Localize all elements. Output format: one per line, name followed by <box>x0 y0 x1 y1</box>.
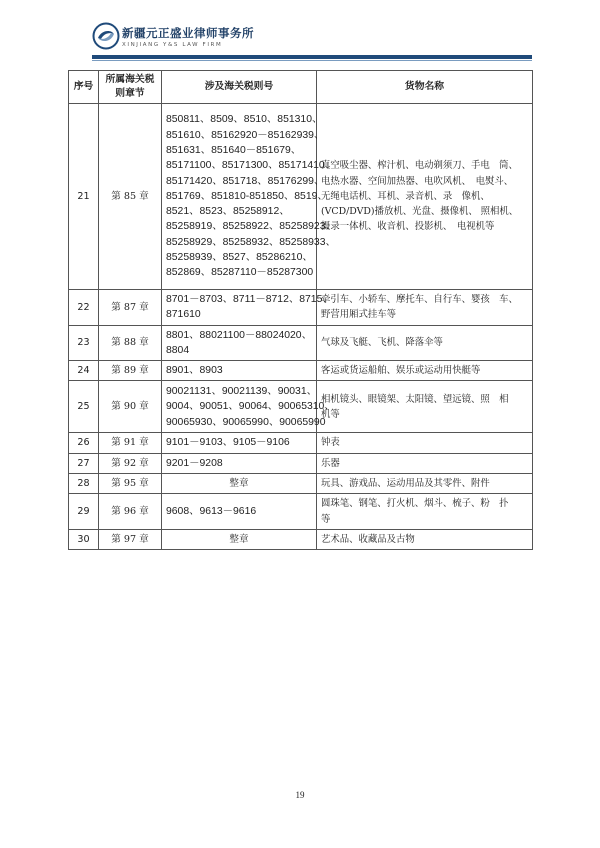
cell-chapter: 第 90 章 <box>99 381 162 433</box>
goods-line: 无绳电话机、耳机、录音机、录 像机、 <box>321 190 490 202</box>
cell-codes <box>162 325 317 361</box>
code-line: 851769、851810-851850、8519、 <box>166 190 328 202</box>
cell-goods <box>317 433 533 453</box>
tariff-table <box>68 70 533 550</box>
goods-line: 野营用厢式挂车等 <box>321 309 397 321</box>
header-goods: 货物名称 <box>317 71 533 104</box>
code-line: 9004、90051、90064、90065310、 <box>166 401 335 413</box>
goods-line: 电热水器、空间加热器、电吹风机、 电熨斗、 <box>321 175 514 187</box>
cell-seq: 27 <box>69 453 99 473</box>
code-line: 8901、8903 <box>166 365 223 377</box>
cell-goods <box>317 104 533 290</box>
cell-codes <box>162 453 317 473</box>
cell-codes <box>162 494 317 530</box>
header-rule <box>92 55 532 59</box>
code-line: 8804 <box>166 344 190 356</box>
code-line: 8521、8523、85258912、 <box>166 206 290 218</box>
firm-name-cn: 新疆元正盛业律师事务所 <box>122 26 254 40</box>
cell-chapter: 第 97 章 <box>99 529 162 549</box>
cell-seq: 30 <box>69 529 99 549</box>
cell-codes <box>162 104 336 290</box>
table-row <box>69 104 533 290</box>
cell-goods <box>317 474 533 494</box>
code-line: 90021131、90021139、90031、 <box>166 386 317 398</box>
firm-name-en: XINJIANG Y&S LAW FIRM <box>122 42 223 48</box>
cell-seq: 21 <box>69 104 99 290</box>
cell-chapter: 第 96 章 <box>99 494 162 530</box>
table-row <box>69 433 533 453</box>
cell-chapter: 第 91 章 <box>99 433 162 453</box>
goods-line: 机等 <box>321 408 340 420</box>
table-row <box>69 361 533 381</box>
table-row <box>69 381 533 433</box>
table-row <box>69 290 533 326</box>
code-line: 85171420、851718、85176299、 <box>166 175 325 187</box>
code-line: 871610 <box>166 309 201 321</box>
cell-codes: 整章 <box>162 474 317 494</box>
cell-seq: 26 <box>69 433 99 453</box>
cell-codes <box>162 361 317 381</box>
table-row <box>69 529 533 549</box>
cell-chapter: 第 89 章 <box>99 361 162 381</box>
goods-line: 玩具、游戏品、运动用品及其零件、附件 <box>321 478 490 490</box>
code-line: 8801、88021100－88024020、 <box>166 329 312 341</box>
table-row <box>69 494 533 530</box>
code-line: 852869、85287110－85287300 <box>166 267 314 279</box>
cell-codes: 整章 <box>162 529 317 549</box>
table-row <box>69 325 533 361</box>
code-line: 9101－9103、9105－9106 <box>166 437 290 449</box>
code-line: 85258939、8527、85286210、 <box>166 252 313 264</box>
cell-codes <box>162 290 333 326</box>
firm-logo-icon <box>92 22 120 50</box>
cell-seq: 29 <box>69 494 99 530</box>
code-line: 85258929、85258932、85258933、 <box>166 236 336 248</box>
cell-goods <box>317 494 533 530</box>
cell-chapter: 第 85 章 <box>99 104 162 290</box>
cell-seq: 22 <box>69 290 99 326</box>
code-line: 85171100、85171300、85171410、 <box>166 160 336 172</box>
cell-goods <box>317 325 533 361</box>
goods-line: (VCD/DVD)播放机、光盘、摄像机、 照相机、 <box>321 206 519 218</box>
cell-goods <box>317 529 533 549</box>
goods-line: 艺术品、收藏品及古物 <box>321 533 415 545</box>
cell-chapter: 第 88 章 <box>99 325 162 361</box>
goods-line: 乐器 <box>321 457 340 469</box>
cell-goods <box>317 381 533 433</box>
code-line: 8701－8703、8711－8712、8715、 <box>166 294 333 305</box>
cell-chapter: 第 87 章 <box>99 290 162 326</box>
cell-goods <box>317 290 533 326</box>
code-line: 850811、8509、8510、851310、 <box>166 114 323 126</box>
cell-seq: 28 <box>69 474 99 494</box>
cell-chapter: 第 92 章 <box>99 453 162 473</box>
code-line: 90065930、90065990、90065990 <box>166 416 326 428</box>
cell-seq: 23 <box>69 325 99 361</box>
cell-goods <box>317 361 533 381</box>
goods-line: 牵引车、小轿车、摩托车、自行车、婴孩 车、 <box>321 294 518 305</box>
goods-line: 圆珠笔、钢笔、打火机、烟斗、梳子、粉 扑 <box>321 498 509 510</box>
goods-line: 等 <box>321 513 331 525</box>
code-line: 85258919、85258922、85258923、 <box>166 221 336 233</box>
code-line: 851631、851640－851679、 <box>166 144 302 156</box>
cell-chapter: 第 95 章 <box>99 474 162 494</box>
goods-line: 真空吸尘器、榨汁机、电动剃须刀、手电 筒、 <box>321 160 518 172</box>
cell-goods <box>317 453 533 473</box>
cell-seq: 25 <box>69 381 99 433</box>
goods-line: 相机镜头、眼镜架、太阳镜、望远镜、照 相 <box>321 393 509 405</box>
code-line: 851610、85162920－85162939、 <box>166 129 325 141</box>
goods-line: 气球及飞艇、飞机、降落伞等 <box>321 337 443 349</box>
table-header-row <box>69 71 533 104</box>
goods-line: 摄录一体机、收音机、投影机、 电视机等 <box>321 221 495 233</box>
table-row <box>69 453 533 473</box>
code-line: 9201－9208 <box>166 457 223 469</box>
page-number: 19 <box>295 790 305 800</box>
header-rule-thin <box>92 60 532 61</box>
goods-line: 客运或货运船舶、娱乐或运动用快艇等 <box>321 365 481 377</box>
header-seq: 序号 <box>69 71 99 104</box>
header-codes: 涉及海关税则号 <box>162 71 317 104</box>
cell-codes <box>162 433 317 453</box>
header-chapter: 所属海关税则章节 <box>99 71 162 104</box>
cell-seq: 24 <box>69 361 99 381</box>
goods-line: 钟表 <box>321 437 340 449</box>
table-row <box>69 474 533 494</box>
code-line: 9608、9613－9616 <box>166 506 257 518</box>
letterhead <box>92 14 532 64</box>
